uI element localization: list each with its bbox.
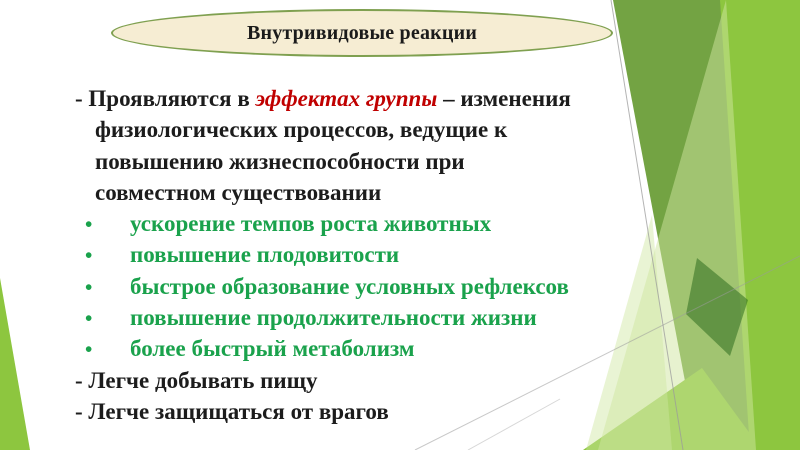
bullet-text: повышение продолжительности жизни: [130, 305, 537, 331]
paragraph-text: - Проявляются в: [75, 86, 256, 111]
bullet-text: повышение плодовитости: [130, 242, 400, 268]
bullet-text: ускорение темпов роста животных: [130, 211, 492, 237]
bullet-icon: •: [85, 337, 93, 362]
slide-title: Внутривидовые реакции: [246, 21, 478, 44]
bullet-icon: •: [85, 212, 93, 237]
bullet-icon: •: [85, 274, 93, 299]
bullet-item: [0, 239, 700, 270]
paragraph-text: – изменения: [437, 86, 571, 111]
footer-line-2: - Легче защищаться от врагов: [75, 398, 389, 424]
bullet-text: быстрое образование условных рефлексов: [130, 273, 569, 299]
bullet-item: [0, 333, 700, 364]
paragraph-line-1: [0, 83, 700, 114]
highlighted-term: эффектах группы: [255, 86, 438, 111]
paragraph-line-4: совместном существовании: [95, 179, 382, 205]
title-ellipse: [111, 9, 613, 57]
body-text-block: [0, 83, 700, 427]
bullet-item: [0, 208, 700, 239]
bullet-text: более быстрый метаболизм: [130, 336, 415, 362]
footer-line-1: - Легче добывать пищу: [75, 367, 318, 393]
bullet-item: [0, 302, 700, 333]
paragraph-line-3: повышению жизнеспособности при: [95, 148, 465, 174]
bullet-icon: •: [85, 306, 93, 331]
bullet-item: [0, 271, 700, 302]
bullet-icon: •: [85, 243, 93, 268]
paragraph-line-2: физиологических процессов, ведущие к: [95, 117, 508, 143]
